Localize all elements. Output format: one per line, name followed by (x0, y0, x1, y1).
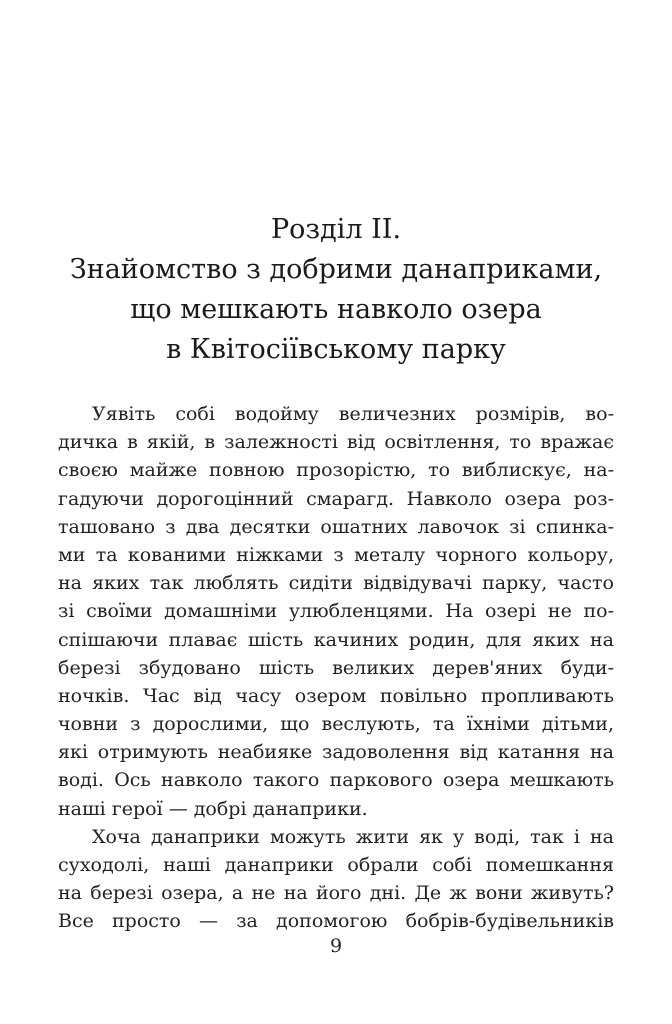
text-line: на березі озера, а не на його дні. Де ж вони живуть? (58, 882, 614, 905)
text-line: спішаючи плаває шість качиних родин, для яких на (58, 628, 614, 651)
text-line: березі збудовано шість великих дерев'яних буди- (58, 656, 614, 679)
text-line: ночків. Час від часу озером повільно пропливають (58, 684, 614, 707)
text-line: ми та кованими ніжками з металу чорного кольору, (58, 543, 614, 566)
text-line: Хоча данаприки можуть жити як у воді, так і на (92, 825, 614, 848)
body-text (58, 400, 614, 936)
text-line: суходолі, наші данаприки обрали собі помешкання (58, 854, 614, 876)
text-line: зі своїми домашніми улюбленцями. На озері не по- (58, 600, 614, 623)
text-line: які отримують неабияке задоволення від катання на (58, 741, 614, 764)
page-number: 9 (329, 935, 343, 957)
chapter-title-line: Знайомство з добрими данаприками, (69, 254, 603, 285)
text-line: ташовано з два десятки ошатних лавочок зі спинка- (58, 515, 614, 538)
chapter-title-line: Розділ ІІ. (270, 214, 402, 245)
chapter-title-line: що мешкають навколо озера (130, 294, 542, 325)
text-line: Все просто — за допомогою бобрів-будівельників (58, 910, 614, 933)
text-line: гадуючи дорогоцінний смарагд. Навколо озера роз- (58, 487, 614, 510)
text-line: своєю майже повною прозорістю, то виблискує, на- (58, 459, 614, 482)
text-line: воді. Ось навколо такого паркового озера мешкають (58, 769, 614, 792)
text-line: на яких так люблять сидіти відвідувачі парку, часто (58, 572, 614, 595)
text-line: дичка в якій, в залежності від освітлення, то вражає (58, 431, 614, 454)
text-line: човни з дорослими, що веслують, та їхніми дітьми, (58, 713, 614, 736)
chapter-title-line: в Квітосіївському парку (166, 334, 506, 365)
text-line: наші герої — добрі данаприки. (58, 797, 368, 820)
text-line: Уявіть собі водойму величезних розмірів, во- (92, 403, 614, 425)
chapter-heading (40, 210, 632, 370)
